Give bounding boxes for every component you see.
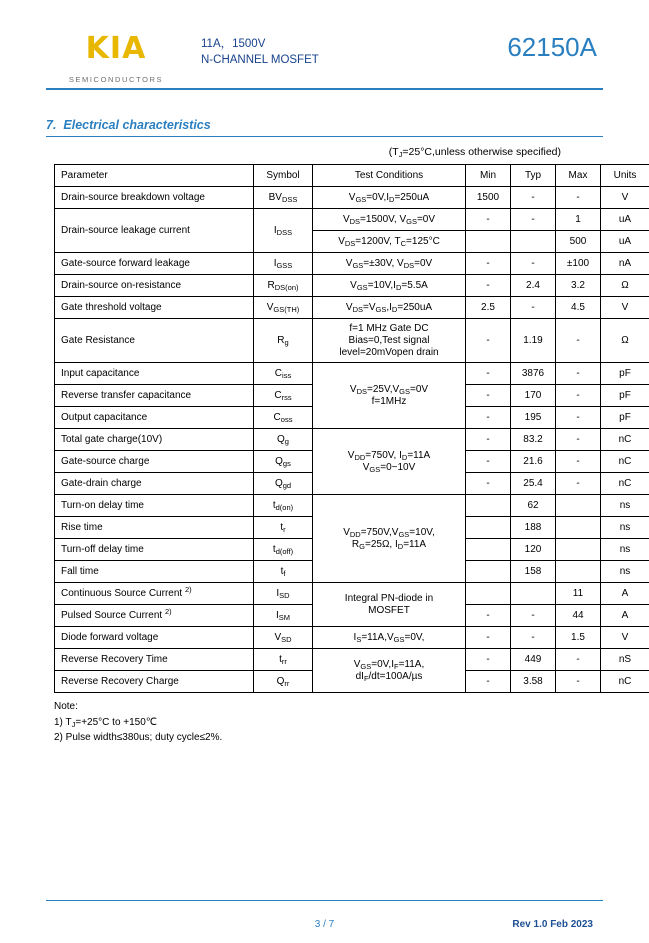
cell-units: uA bbox=[601, 209, 649, 231]
cell-parameter: Reverse Recovery Charge bbox=[55, 671, 254, 693]
cell-typ: 62 bbox=[511, 495, 556, 517]
cell-max: - bbox=[556, 407, 601, 429]
cell-max bbox=[556, 539, 601, 561]
cell-parameter: Gate-source charge bbox=[55, 451, 254, 473]
cell-typ: - bbox=[511, 297, 556, 319]
footer-divider bbox=[46, 900, 603, 901]
cell-min: - bbox=[466, 363, 511, 385]
cell-symbol: $C_{iss}$ bbox=[254, 363, 313, 385]
cell-max bbox=[556, 561, 601, 583]
table-row bbox=[55, 627, 649, 649]
cell-typ: - bbox=[511, 627, 556, 649]
cell-parameter: Total gate charge(10V) bbox=[55, 429, 254, 451]
cell-min: - bbox=[466, 319, 511, 363]
cell-conditions: $V_{DS}=1500V$, $V_{GS}=0V$ bbox=[313, 209, 466, 231]
cell-conditions: f=1 MHz Gate DC Bias=0,Test signal level=20mVopen drain bbox=[313, 319, 466, 363]
cell-symbol: $V_{SD}$ bbox=[254, 627, 313, 649]
cell-min bbox=[466, 517, 511, 539]
page-header bbox=[46, 26, 603, 98]
cell-units: A bbox=[601, 605, 649, 627]
cell-min bbox=[466, 539, 511, 561]
cell-max: ±100 bbox=[556, 253, 601, 275]
cell-parameter: Pulsed Source Current $^{2)}$ bbox=[55, 605, 254, 627]
col-header-max: Max bbox=[556, 165, 601, 187]
cell-conditions: $V_{GS}=\pm 30V$, $V_{DS}=0V$ bbox=[313, 253, 466, 275]
cell-max: - bbox=[556, 187, 601, 209]
cell-max: - bbox=[556, 385, 601, 407]
cell-typ: 188 bbox=[511, 517, 556, 539]
cell-conditions: $V_{GS}=0V,I_D=250uA$ bbox=[313, 187, 466, 209]
cell-symbol: $R_g$ bbox=[254, 319, 313, 363]
cell-conditions: $V_{DD}=750V$, $I_D=11A$ $V_{GS}=0\sim 10V$ bbox=[313, 429, 466, 495]
cell-min: - bbox=[466, 407, 511, 429]
table-row bbox=[55, 495, 649, 517]
cell-conditions: $V_{GS}=0V,I_F=11A$, $dI_F/dt=100A/\mu s$ bbox=[313, 649, 466, 693]
cell-min: 1500 bbox=[466, 187, 511, 209]
cell-symbol: $C_{rss}$ bbox=[254, 385, 313, 407]
cell-parameter: Drain-source leakage current bbox=[55, 209, 254, 253]
cell-units: ns bbox=[601, 539, 649, 561]
section-heading bbox=[46, 118, 603, 132]
cell-symbol: $Q_{rr}$ bbox=[254, 671, 313, 693]
note-item: 2) Pulse width≤380us; duty cycle≤2%. bbox=[54, 730, 603, 745]
table-row bbox=[55, 209, 649, 231]
cell-typ: 25.4 bbox=[511, 473, 556, 495]
cell-typ: 449 bbox=[511, 649, 556, 671]
cell-min: - bbox=[466, 473, 511, 495]
cell-conditions: $V_{GS}=10V,I_D=5.5A$ bbox=[313, 275, 466, 297]
cell-parameter: Rise time bbox=[55, 517, 254, 539]
cell-units: nC bbox=[601, 671, 649, 693]
cell-min: - bbox=[466, 671, 511, 693]
table-row bbox=[55, 187, 649, 209]
cell-symbol: $V_{GS(TH)}$ bbox=[254, 297, 313, 319]
cell-units: ns bbox=[601, 517, 649, 539]
product-rating: 11A，1500V bbox=[201, 36, 319, 52]
notes-block bbox=[54, 699, 603, 745]
cell-min bbox=[466, 231, 511, 253]
table-row bbox=[55, 319, 649, 363]
cell-typ: 2.4 bbox=[511, 275, 556, 297]
cell-units: V bbox=[601, 297, 649, 319]
cell-min bbox=[466, 561, 511, 583]
cell-typ: 158 bbox=[511, 561, 556, 583]
revision-label: Rev 1.0 Feb 2023 bbox=[512, 919, 593, 930]
cell-units: nA bbox=[601, 253, 649, 275]
cell-max: - bbox=[556, 363, 601, 385]
cell-parameter: Gate threshold voltage bbox=[55, 297, 254, 319]
cell-min: - bbox=[466, 451, 511, 473]
cell-units: nC bbox=[601, 429, 649, 451]
table-row bbox=[55, 429, 649, 451]
cell-max: - bbox=[556, 473, 601, 495]
cell-parameter: Gate-drain charge bbox=[55, 473, 254, 495]
cell-parameter: Input capacitance bbox=[55, 363, 254, 385]
cell-units: pF bbox=[601, 363, 649, 385]
table-row bbox=[55, 275, 649, 297]
cell-max: - bbox=[556, 319, 601, 363]
cell-units: A bbox=[601, 583, 649, 605]
section-divider bbox=[46, 136, 603, 137]
cell-typ: 3876 bbox=[511, 363, 556, 385]
cell-typ: - bbox=[511, 209, 556, 231]
cell-typ: 1.19 bbox=[511, 319, 556, 363]
cell-symbol: $Q_{gd}$ bbox=[254, 473, 313, 495]
cell-max: - bbox=[556, 451, 601, 473]
col-header-min: Min bbox=[466, 165, 511, 187]
cell-symbol: $I_{SM}$ bbox=[254, 605, 313, 627]
note-item: 1) $T_J=+25^\circ C$ to +150℃ bbox=[54, 715, 603, 730]
cell-units: nS bbox=[601, 649, 649, 671]
cell-symbol: $I_{DSS}$ bbox=[254, 209, 313, 253]
cell-typ: - bbox=[511, 605, 556, 627]
cell-typ: - bbox=[511, 253, 556, 275]
cell-max: 44 bbox=[556, 605, 601, 627]
col-header-symbol: Symbol bbox=[254, 165, 313, 187]
cell-symbol: $Q_g$ bbox=[254, 429, 313, 451]
cell-min: - bbox=[466, 209, 511, 231]
cell-parameter: Turn-off delay time bbox=[55, 539, 254, 561]
company-logo bbox=[56, 32, 176, 84]
cell-parameter: Diode forward voltage bbox=[55, 627, 254, 649]
cell-max bbox=[556, 495, 601, 517]
notes-heading: Note: bbox=[54, 699, 603, 714]
cell-symbol: $I_{GSS}$ bbox=[254, 253, 313, 275]
col-header-typ: Typ bbox=[511, 165, 556, 187]
cell-conditions: $V_{DD}=750V,V_{GS}=10V$, $R_G=25\Omega$, $I_D=11A$ bbox=[313, 495, 466, 583]
cell-min: 2.5 bbox=[466, 297, 511, 319]
cell-max: 4.5 bbox=[556, 297, 601, 319]
cell-min: - bbox=[466, 649, 511, 671]
cell-conditions: $V_{DS}=25V,V_{GS}=0V$ f=1MHz bbox=[313, 363, 466, 429]
cell-max: 11 bbox=[556, 583, 601, 605]
page-number: 3 / 7 bbox=[46, 919, 603, 930]
cell-parameter: Reverse Recovery Time bbox=[55, 649, 254, 671]
cell-min: - bbox=[466, 429, 511, 451]
table-row bbox=[55, 583, 649, 605]
cell-parameter: Fall time bbox=[55, 561, 254, 583]
cell-parameter: Reverse transfer capacitance bbox=[55, 385, 254, 407]
cell-typ: 170 bbox=[511, 385, 556, 407]
cell-min: - bbox=[466, 385, 511, 407]
cell-max: 1 bbox=[556, 209, 601, 231]
cell-parameter: Continuous Source Current $^{2)}$ bbox=[55, 583, 254, 605]
col-header-units: Units bbox=[601, 165, 649, 187]
cell-typ: 3.58 bbox=[511, 671, 556, 693]
cell-symbol: $R_{DS(on)}$ bbox=[254, 275, 313, 297]
header-divider bbox=[46, 88, 603, 90]
logo-text: KIA bbox=[56, 32, 176, 66]
cell-max: 500 bbox=[556, 231, 601, 253]
cell-typ: 195 bbox=[511, 407, 556, 429]
cell-units: Ω bbox=[601, 275, 649, 297]
table-row bbox=[55, 253, 649, 275]
col-header-conditions: Test Conditions bbox=[313, 165, 466, 187]
cell-units: ns bbox=[601, 561, 649, 583]
section-number: 7. bbox=[46, 118, 56, 132]
cell-symbol: $I_{SD}$ bbox=[254, 583, 313, 605]
cell-max: 3.2 bbox=[556, 275, 601, 297]
cell-parameter: Gate Resistance bbox=[55, 319, 254, 363]
cell-conditions: $V_{DS}=V_{GS},I_D=250uA$ bbox=[313, 297, 466, 319]
cell-typ: 120 bbox=[511, 539, 556, 561]
cell-min: - bbox=[466, 605, 511, 627]
cell-symbol: $C_{oss}$ bbox=[254, 407, 313, 429]
document-page bbox=[0, 26, 649, 943]
cell-min: - bbox=[466, 275, 511, 297]
cell-parameter: Gate-source forward leakage bbox=[55, 253, 254, 275]
cell-typ: - bbox=[511, 187, 556, 209]
cell-min: - bbox=[466, 253, 511, 275]
cell-units: V bbox=[601, 187, 649, 209]
product-type: N-CHANNEL MOSFET bbox=[201, 52, 319, 68]
cell-units: nC bbox=[601, 451, 649, 473]
part-number: 62150A bbox=[507, 32, 597, 63]
section-title-text: Electrical characteristics bbox=[63, 118, 210, 132]
cell-units: pF bbox=[601, 385, 649, 407]
cell-parameter: Drain-source breakdown voltage bbox=[55, 187, 254, 209]
cell-typ bbox=[511, 583, 556, 605]
cell-symbol: $Q_{gs}$ bbox=[254, 451, 313, 473]
cell-typ: 83.2 bbox=[511, 429, 556, 451]
cell-min bbox=[466, 583, 511, 605]
cell-units: ns bbox=[601, 495, 649, 517]
cell-max bbox=[556, 517, 601, 539]
cell-symbol: $t_r$ bbox=[254, 517, 313, 539]
cell-symbol: $t_f$ bbox=[254, 561, 313, 583]
table-row bbox=[55, 649, 649, 671]
table-row bbox=[55, 363, 649, 385]
logo-subtitle: SEMICONDUCTORS bbox=[56, 75, 176, 84]
cell-units: uA bbox=[601, 231, 649, 253]
cell-parameter: Drain-source on-resistance bbox=[55, 275, 254, 297]
table-header-row bbox=[55, 165, 649, 187]
electrical-characteristics-table bbox=[54, 164, 649, 693]
cell-units: Ω bbox=[601, 319, 649, 363]
cell-parameter: Turn-on delay time bbox=[55, 495, 254, 517]
cell-min bbox=[466, 495, 511, 517]
cell-symbol: $BV_{DSS}$ bbox=[254, 187, 313, 209]
cell-symbol: $t_{d(off)}$ bbox=[254, 539, 313, 561]
cell-min: - bbox=[466, 627, 511, 649]
table-row bbox=[55, 297, 649, 319]
cell-max: 1.5 bbox=[556, 627, 601, 649]
cell-symbol: $t_{rr}$ bbox=[254, 649, 313, 671]
product-description bbox=[201, 36, 319, 68]
cell-units: nC bbox=[601, 473, 649, 495]
cell-conditions: $I_S=11A,V_{GS}=0V$, bbox=[313, 627, 466, 649]
cell-conditions: $V_{DS}=1200V$, $T_C=125^\circ C$ bbox=[313, 231, 466, 253]
cell-units: V bbox=[601, 627, 649, 649]
cell-typ bbox=[511, 231, 556, 253]
cell-parameter: Output capacitance bbox=[55, 407, 254, 429]
cell-conditions: Integral PN-diode in MOSFET bbox=[313, 583, 466, 627]
cell-max: - bbox=[556, 649, 601, 671]
cell-symbol: $t_{d(on)}$ bbox=[254, 495, 313, 517]
cell-max: - bbox=[556, 429, 601, 451]
cell-units: pF bbox=[601, 407, 649, 429]
cell-typ: 21.6 bbox=[511, 451, 556, 473]
cell-max: - bbox=[556, 671, 601, 693]
col-header-parameter: Parameter bbox=[55, 165, 254, 187]
test-condition-note: ($T_J=25^\circ C,unless$ otherwise specified) bbox=[46, 146, 603, 158]
